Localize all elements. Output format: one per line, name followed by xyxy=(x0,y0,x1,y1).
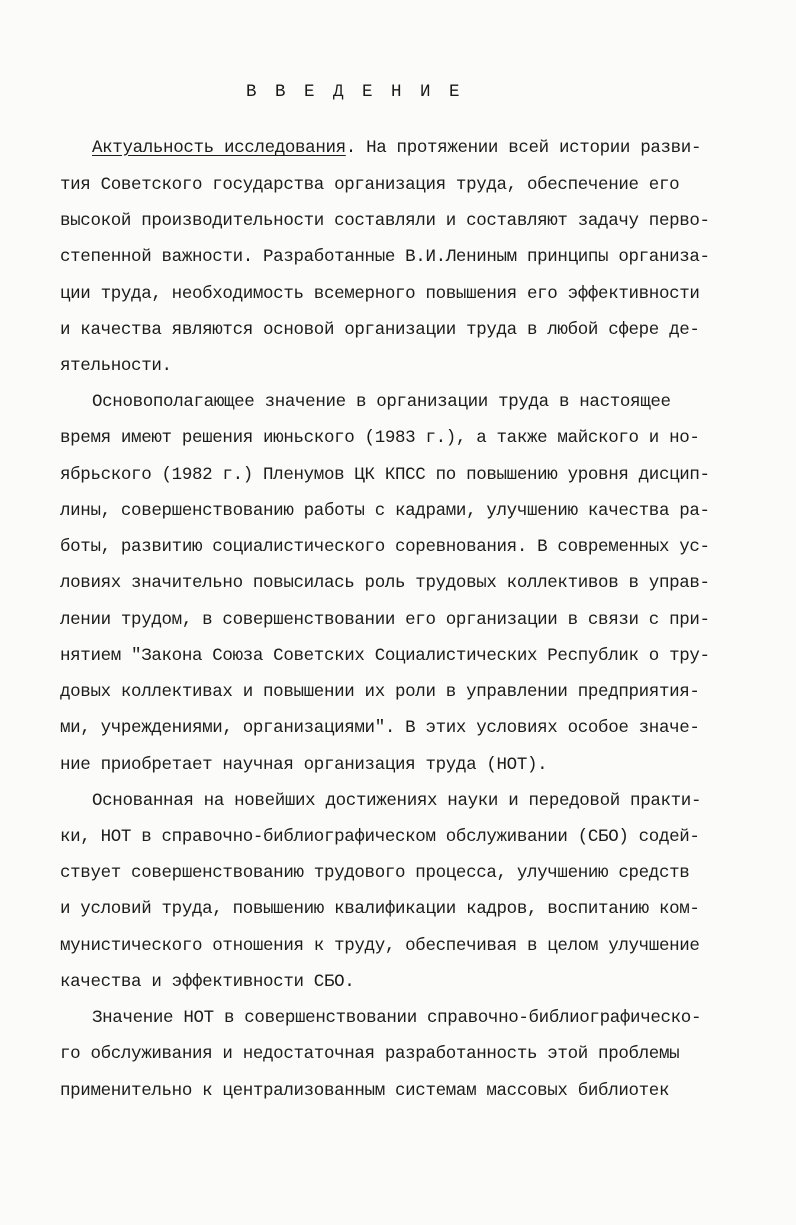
paragraph-1-line-5: ции труда, необходимость всемерного повышения его эффективности xyxy=(60,284,700,304)
paragraph-2-line-9: довых коллективах и повышении их роли в управлении предприятия- xyxy=(60,682,700,702)
paragraph-1-line-2: тия Советского государства организация труда, обеспечение его xyxy=(60,175,680,195)
paragraph-3-line-4: и условий труда, повышению квалификации кадров, воспитанию ком- xyxy=(60,899,700,919)
paragraph-4-line-1: Значение НОТ в совершенствовании справочно-библиографическо- xyxy=(92,1008,702,1028)
paragraph-3-line-5: мунистического отношения к труду, обеспечивая в целом улучшение xyxy=(60,936,700,956)
paragraph-2-line-8: нятием "Закона Союза Советских Социалистических Республик о тру- xyxy=(60,646,710,666)
paragraph-2-line-6: ловиях значительно повысилась роль трудовых коллективов в управ- xyxy=(60,573,710,593)
paragraph-2-line-4: лины, совершенствованию работы с кадрами, улучшению качества ра- xyxy=(60,501,710,521)
paragraph-3-line-6: качества и эффективности СБО. xyxy=(60,972,355,992)
paragraph-3-line-3: ствует совершенствованию трудового процесса, улучшению средств xyxy=(60,863,690,883)
paragraph-2-line-5: боты, развитию социалистического соревнования. В современных ус- xyxy=(60,537,710,557)
paragraph-1-line-1 xyxy=(92,138,701,158)
paragraph-2-line-3: ябрьского (1982 г.) Пленумов ЦК КПСС по повышению уровня дисцип- xyxy=(60,465,710,485)
paragraph-1-lead: Актуальность исследования xyxy=(92,138,346,158)
paragraph-1-line-4: степенной важности. Разработанные В.И.Лениным принципы организа- xyxy=(60,247,710,267)
paragraph-2-line-2: время имеют решения июньского (1983 г.), а также майского и но- xyxy=(60,428,700,448)
paragraph-3-line-1: Основанная на новейших достижениях науки и передовой практи- xyxy=(92,791,702,811)
paragraph-1-line-1-text: . На протяжении всей истории разви- xyxy=(345,138,702,158)
paragraph-1-line-6: и качества являются основой организации труда в любой сфере де- xyxy=(60,320,700,340)
paragraph-3-line-2: ки, НОТ в справочно-библиографическом обслуживании (СБО) содей- xyxy=(60,827,700,847)
paragraph-1-line-3: высокой производительности составляли и составляют задачу перво- xyxy=(60,211,710,231)
paragraph-2-line-1: Основополагающее значение в организации труда в настоящее xyxy=(92,392,671,412)
paragraph-2-line-10: ми, учреждениями, организациями". В этих условиях особое значе- xyxy=(60,718,700,738)
page-title: В В Е Д Е Н И Е xyxy=(246,82,464,102)
paragraph-2-line-7: лении трудом, в совершенствовании его организации в связи с при- xyxy=(60,610,710,630)
paragraph-4-line-2: го обслуживания и недостаточная разработанность этой проблемы xyxy=(60,1044,680,1064)
paragraph-4-line-3: применительно к централизованным системам массовых библиотек xyxy=(60,1081,670,1101)
paragraph-1-line-7: ятельности. xyxy=(60,356,172,376)
paragraph-2-line-11: ние приобретает научная организация труда (НОТ). xyxy=(60,755,548,775)
